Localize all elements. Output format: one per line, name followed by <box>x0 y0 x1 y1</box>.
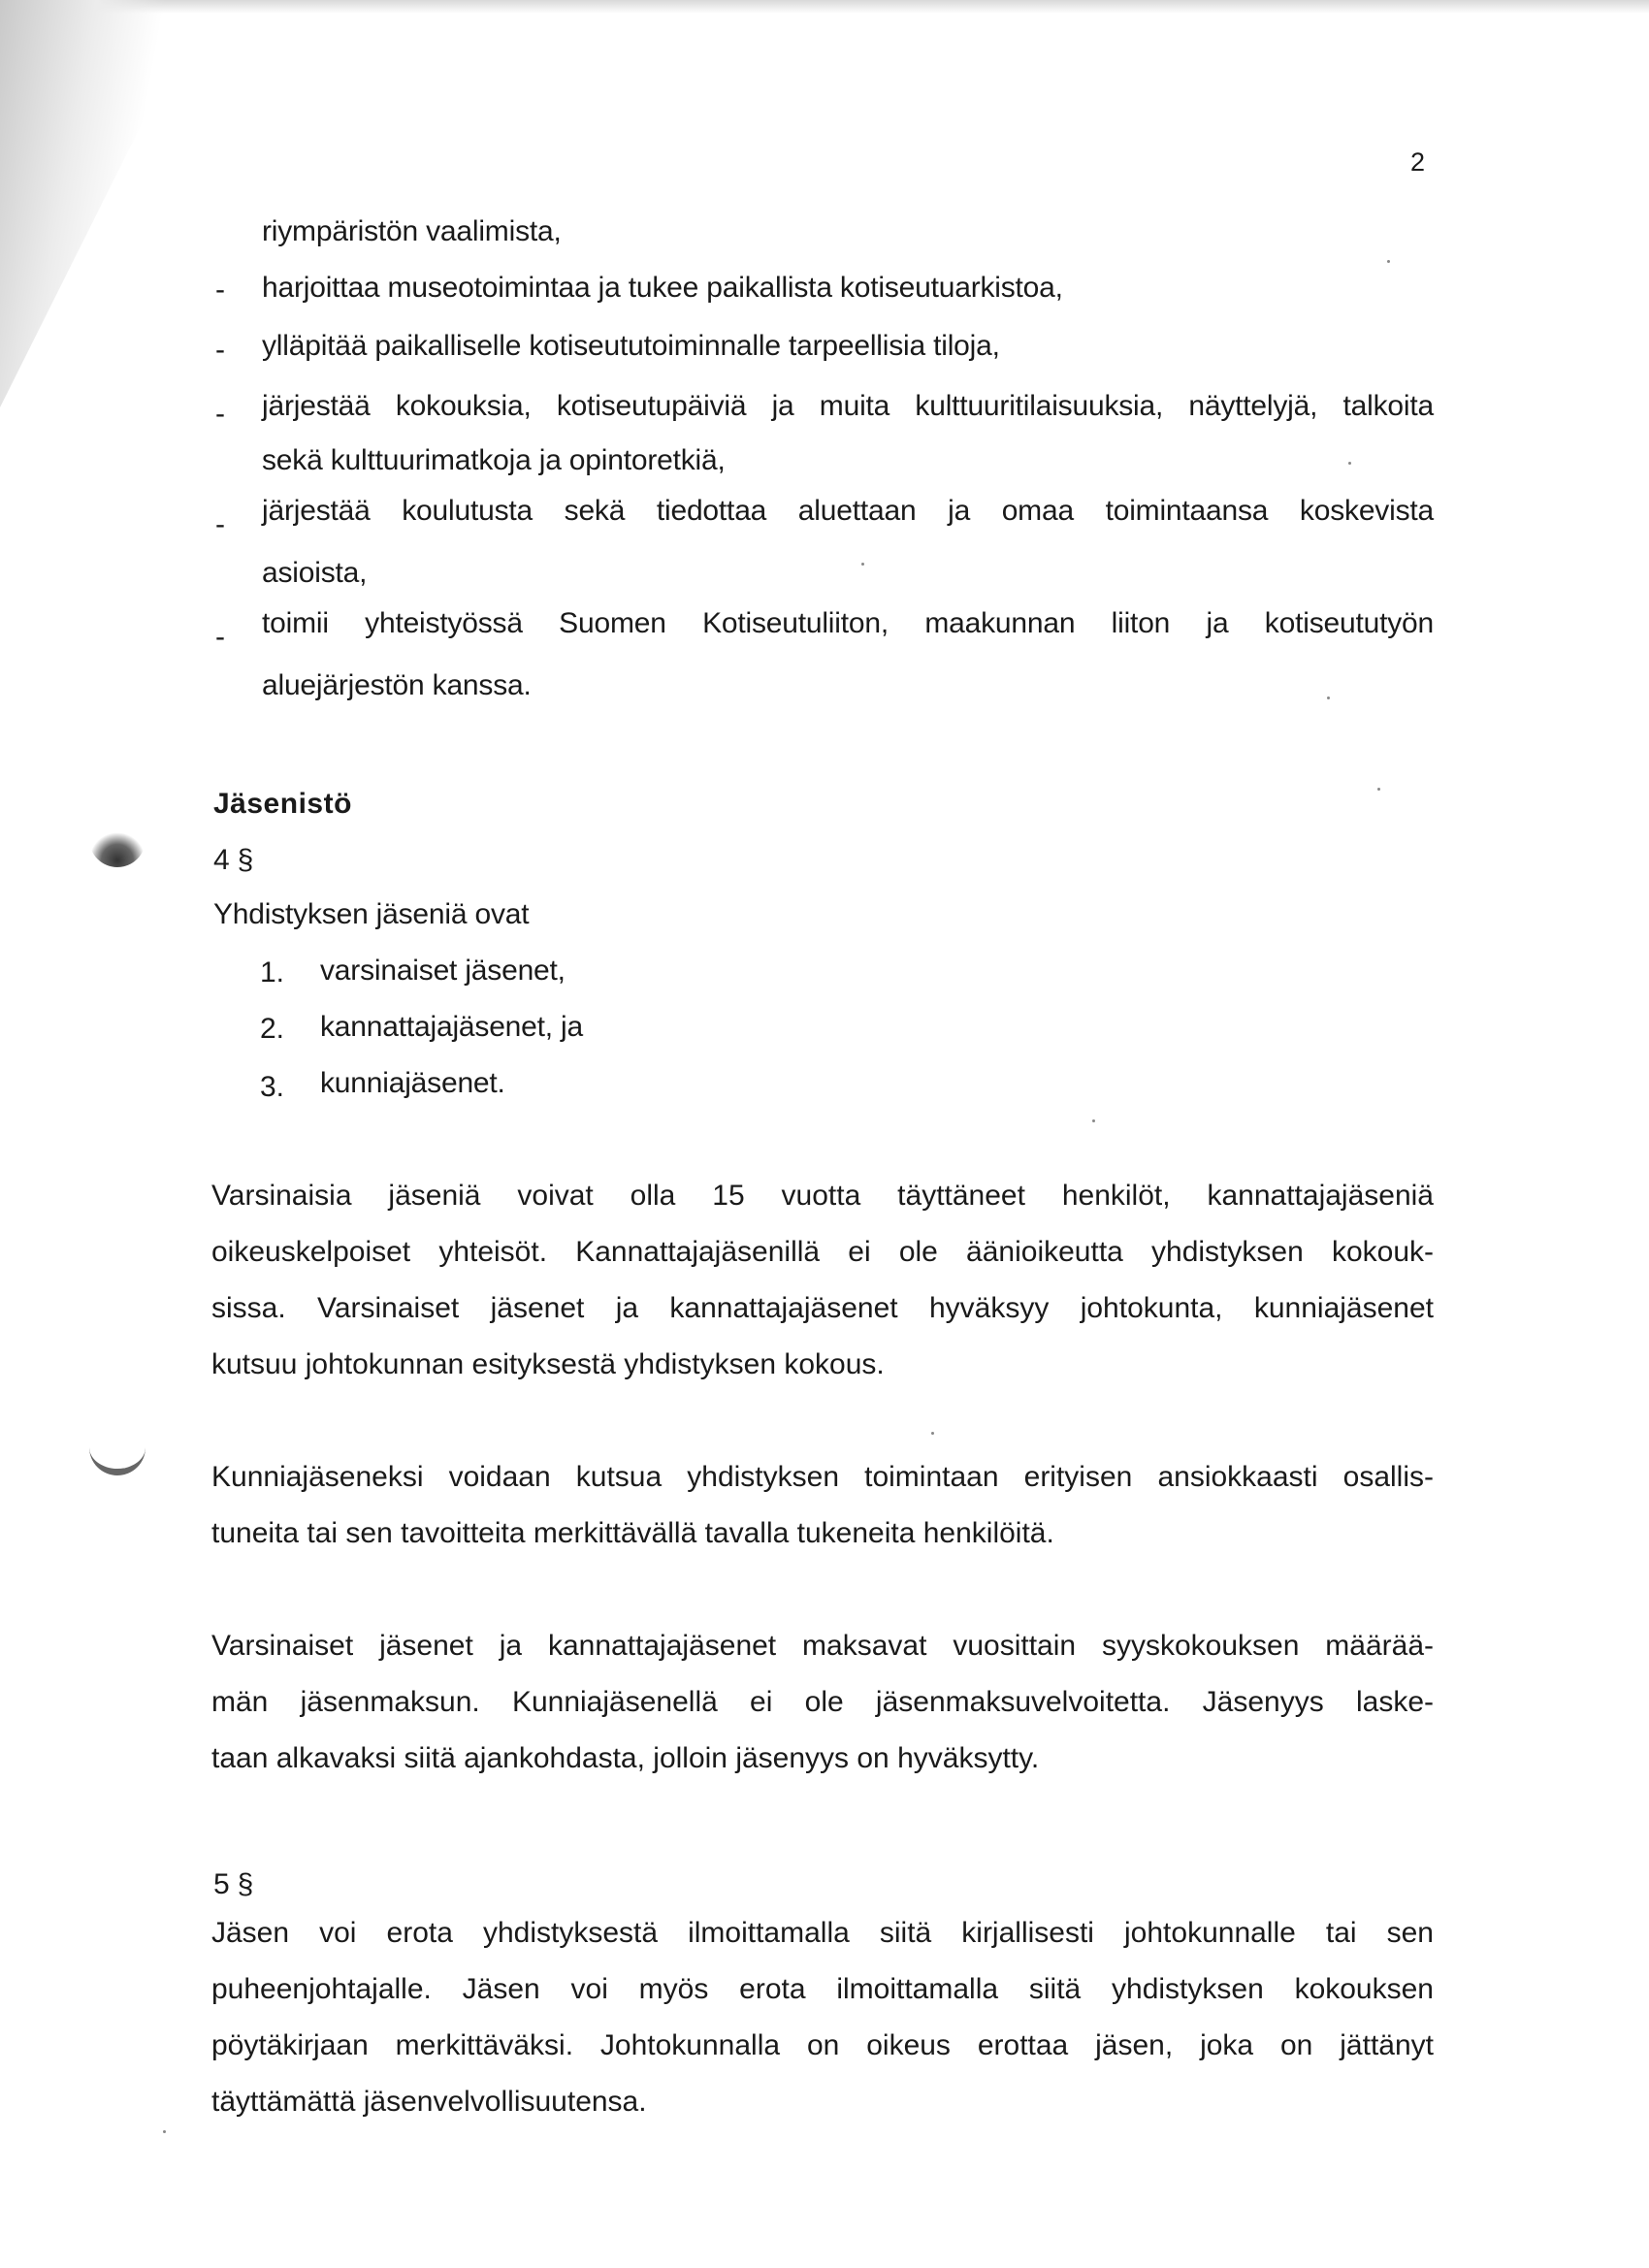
section-intro: Yhdistyksen jäseniä ovat <box>213 898 530 930</box>
paragraph-line: Varsinaisia jäseniä voivat olla 15 vuotta täyttäneet henkilöt, kannattajajäseniä <box>211 1180 1434 1212</box>
paragraph-line: puheenjohtajalle. Jäsen voi myös erota ilmoittamalla siitä yhdistyksen kokouksen <box>211 1973 1434 2005</box>
paragraph-line: kutsuu johtokunnan esityksestä yhdistyksen kokous. <box>211 1348 885 1380</box>
bullet-dash: - <box>215 334 225 366</box>
scan-speck <box>861 563 864 566</box>
paragraph-line: täyttämättä jäsenvelvollisuutensa. <box>211 2086 647 2118</box>
punch-hole <box>89 1436 146 1475</box>
bullet-dash: - <box>215 621 225 653</box>
paragraph <box>211 1905 1434 2130</box>
section-number: 4 § <box>213 844 254 876</box>
bullet-dash: - <box>215 508 225 540</box>
paragraph-line: pöytäkirjaan merkittäväksi. Johtokunnalla on oikeus erottaa jäsen, joka on jättänyt <box>211 2029 1434 2061</box>
list-item-number: 3. <box>260 1071 285 1103</box>
scan-speck <box>1387 260 1390 263</box>
bullet-item: ylläpitää paikalliselle kotiseututoiminnalle tarpeellisia tiloja, <box>262 330 1000 362</box>
scan-speck <box>1327 697 1330 699</box>
list-item-number: 2. <box>260 1013 285 1045</box>
paragraph-line: Jäsen voi erota yhdistyksestä ilmoittamalla siitä kirjallisesti johtokunnalle tai sen <box>211 1917 1434 1949</box>
bullet-continuation: aluejärjestön kanssa. <box>262 669 532 701</box>
paragraph-line: Kunniajäseneksi voidaan kutsua yhdistyksen toimintaan erityisen ansiokkaasti osallis- <box>211 1461 1434 1493</box>
bullet-item: toimii yhteistyössä Suomen Kotiseutuliiton, maakunnan liiton ja kotiseututyön <box>262 607 1434 639</box>
scan-speck <box>1377 788 1380 791</box>
paragraph-line: taan alkavaksi siitä ajankohdasta, jolloin jäsenyys on hyväksytty. <box>211 1742 1040 1774</box>
scan-edge-shadow <box>0 0 1649 14</box>
scan-corner-shadow <box>0 0 204 407</box>
bullet-item: järjestää kokouksia, kotiseutupäiviä ja muita kulttuuritilaisuuksia, näyttelyjä, talkoita <box>262 390 1434 422</box>
scan-speck <box>1092 1119 1095 1122</box>
paragraph-line: sissa. Varsinaiset jäsenet ja kannattajajäsenet hyväksyy johtokunta, kunniajäsenet <box>211 1292 1434 1324</box>
paragraph <box>211 1449 1434 1562</box>
section-number: 5 § <box>213 1868 254 1900</box>
bullet-continuation: sekä kulttuurimatkoja ja opintoretkiä, <box>262 444 726 476</box>
paragraph-line: tuneita tai sen tavoitteita merkittävällä tavalla tukeneita henkilöitä. <box>211 1517 1054 1549</box>
punch-hole <box>89 832 146 867</box>
bullet-dash: - <box>215 274 225 306</box>
paragraph <box>211 1168 1434 1393</box>
scan-speck <box>1348 462 1351 465</box>
section-heading: Jäsenistö <box>213 788 352 820</box>
paragraph <box>211 1618 1434 1787</box>
bullet-item: harjoittaa museotoimintaa ja tukee paikallista kotiseutuarkistoa, <box>262 272 1063 304</box>
list-item-number: 1. <box>260 956 285 988</box>
page-number: 2 <box>1410 147 1426 177</box>
bullet-item: järjestää koulutusta sekä tiedottaa aluettaan ja omaa toimintaansa koskevista <box>262 495 1434 527</box>
paragraph-line: män jäsenmaksun. Kunniajäsenellä ei ole jäsenmaksuvelvoitetta. Jäsenyys laske- <box>211 1686 1434 1718</box>
list-item: kannattajajäsenet, ja <box>320 1011 584 1043</box>
list-item: varsinaiset jäsenet, <box>320 955 566 987</box>
paragraph-line: Varsinaiset jäsenet ja kannattajajäsenet maksavat vuosittain syyskokouksen määrää- <box>211 1630 1434 1662</box>
list-item: kunniajäsenet. <box>320 1067 505 1099</box>
bullet-continuation: riympäristön vaalimista, <box>262 215 562 247</box>
bullet-dash: - <box>215 398 225 430</box>
scan-speck <box>163 2130 166 2133</box>
paragraph-line: oikeuskelpoiset yhteisöt. Kannattajajäsenillä ei ole äänioikeutta yhdistyksen kokouk- <box>211 1236 1434 1268</box>
scan-speck <box>931 1432 934 1435</box>
bullet-continuation: asioista, <box>262 557 368 589</box>
